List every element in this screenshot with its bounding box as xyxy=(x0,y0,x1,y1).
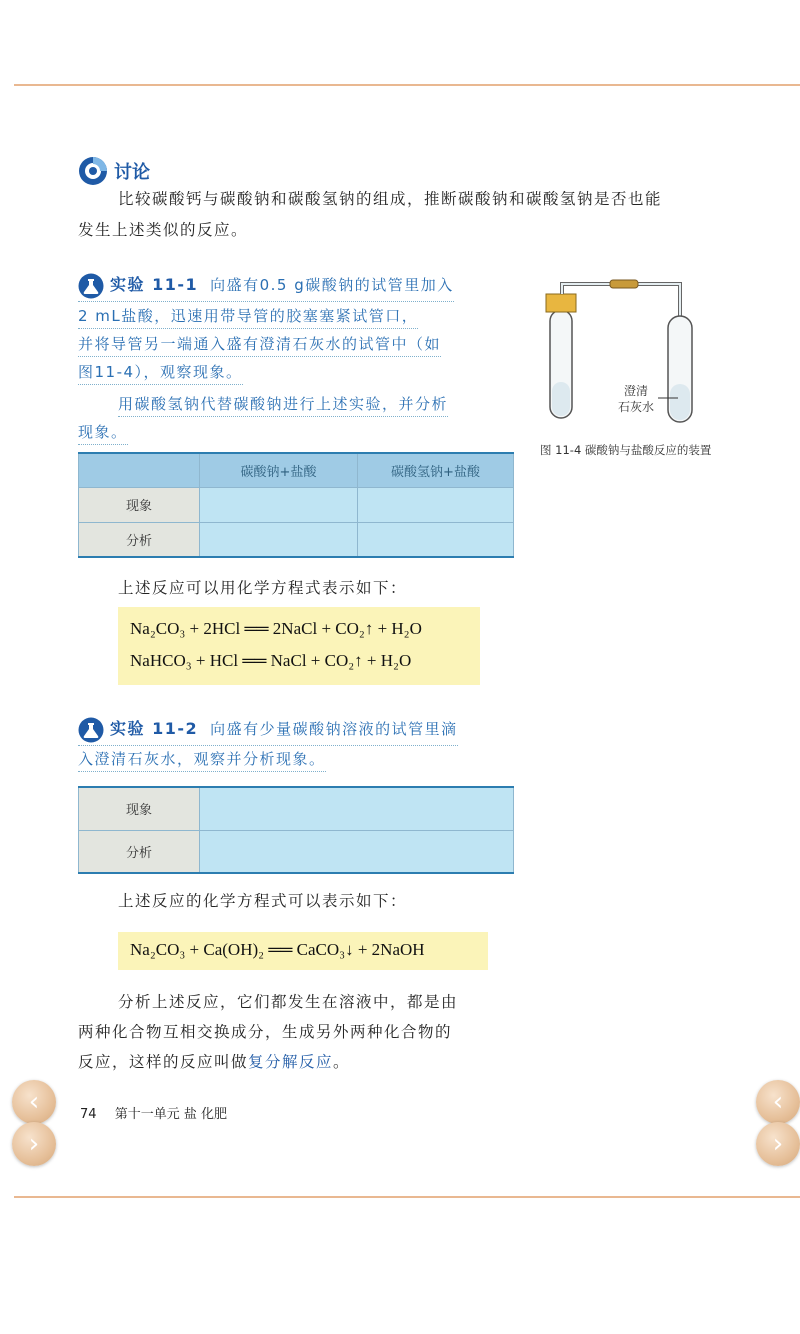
table2-row-1-header: 现象 xyxy=(79,787,200,830)
conclusion-end: 。 xyxy=(333,1053,351,1071)
figure-label-2: 石灰水 xyxy=(618,400,655,414)
exp1-line-3: 并将导管另一端通入盛有澄清石灰水的试管中（如 xyxy=(78,333,441,357)
discussion-heading xyxy=(78,156,150,186)
exp1-line-2: 2 mL盐酸，迅速用带导管的胶塞塞紧试管口， xyxy=(78,305,418,329)
table1-row-1-header: 现象 xyxy=(79,487,200,522)
page-footer xyxy=(80,1103,227,1122)
conclusion-line-2: 两种化合物互相交换成分，生成另外两种化合物的 xyxy=(78,1023,453,1041)
discussion-line-1: 比较碳酸钙与碳酸钠和碳酸氢钠的组成，推断碳酸钠和碳酸氢钠是否也能 xyxy=(118,190,663,208)
equation-2: NaHCO₃ + HCl ══ NaCl + CO₂↑ + H₂O xyxy=(130,651,412,670)
left-tube-liquid xyxy=(552,382,570,416)
exp1-title: 实验 11-1 xyxy=(110,275,199,294)
table1-col-2: 碳酸氢钠+盐酸 xyxy=(358,453,514,487)
rubber-stopper xyxy=(546,294,576,312)
page-number: 74 xyxy=(80,1107,97,1122)
prev-page-button-right[interactable]: ‹ xyxy=(756,1080,800,1124)
equation-box-1 xyxy=(118,607,480,685)
flask-icon xyxy=(78,273,104,299)
bottom-rule xyxy=(14,1196,800,1198)
equation-intro-1: 上述反应可以用化学方程式表示如下： xyxy=(118,579,408,597)
exp2-line-2: 入澄清石灰水，观察并分析现象。 xyxy=(78,748,326,772)
flask-icon xyxy=(78,717,104,743)
table2-cell-1[interactable] xyxy=(200,787,514,830)
prev-page-button[interactable]: ‹ xyxy=(12,1080,56,1124)
exp1-line-1 xyxy=(78,272,454,302)
discussion-icon xyxy=(78,156,108,186)
conclusion-text: 反应，这样的反应叫做 xyxy=(78,1053,249,1071)
unit-title: 第十一单元 盐 化肥 xyxy=(114,1107,227,1122)
exp1-line-6: 现象。 xyxy=(78,421,128,445)
equation-intro-2: 上述反应的化学方程式可以表示如下： xyxy=(118,892,408,910)
discussion-title: 讨论 xyxy=(114,162,150,183)
table1-corner xyxy=(79,453,200,487)
table1-cell-1-2[interactable] xyxy=(358,487,514,522)
table2-cell-2[interactable] xyxy=(200,830,514,873)
exp2-title: 实验 11-2 xyxy=(110,719,199,738)
observation-table-1 xyxy=(78,452,514,558)
exp1-line-4: 图11-4），观察现象。 xyxy=(78,361,243,385)
table1-cell-1-1[interactable] xyxy=(200,487,358,522)
equation-box-2 xyxy=(118,932,488,970)
top-rule xyxy=(14,84,800,86)
delivery-tube xyxy=(562,284,680,410)
key-term: 复分解反应 xyxy=(248,1053,334,1071)
equation-1: Na₂CO₃ + 2HCl ══ 2NaCl + CO₂↑ + H₂O xyxy=(130,619,422,638)
table1-cell-2-1[interactable] xyxy=(200,522,358,557)
exp1-line-5: 用碳酸氢钠代替碳酸钠进行上述实验，并分析 xyxy=(118,393,448,417)
exp2-line-1 xyxy=(78,716,458,746)
exp1-text-1: 向盛有0.5 g碳酸钠的试管里加入 xyxy=(210,276,454,294)
figure-caption: 图 11-4 碳酸钠与盐酸反应的装置 xyxy=(540,443,712,457)
conclusion-line-1: 分析上述反应，它们都发生在溶液中，都是由 xyxy=(118,993,459,1011)
observation-table-2 xyxy=(78,786,514,874)
limewater xyxy=(670,384,690,420)
next-page-button[interactable]: › xyxy=(756,1122,800,1166)
discussion-line-2: 发生上述类似的反应。 xyxy=(78,221,249,239)
equation-3: Na₂CO₃ + Ca(OH)₂ ══ CaCO₃↓ + 2NaOH xyxy=(130,940,425,959)
table1-cell-2-2[interactable] xyxy=(358,522,514,557)
next-page-button-left[interactable]: › xyxy=(12,1122,56,1166)
table1-col-1: 碳酸钠+盐酸 xyxy=(200,453,358,487)
rubber-connector xyxy=(610,280,638,288)
exp2-text-1: 向盛有少量碳酸钠溶液的试管里滴 xyxy=(210,720,458,738)
conclusion-line-3 xyxy=(78,1047,350,1078)
table1-row-2-header: 分析 xyxy=(79,522,200,557)
figure-label-1: 澄清 xyxy=(624,384,649,398)
table2-row-2-header: 分析 xyxy=(79,830,200,873)
